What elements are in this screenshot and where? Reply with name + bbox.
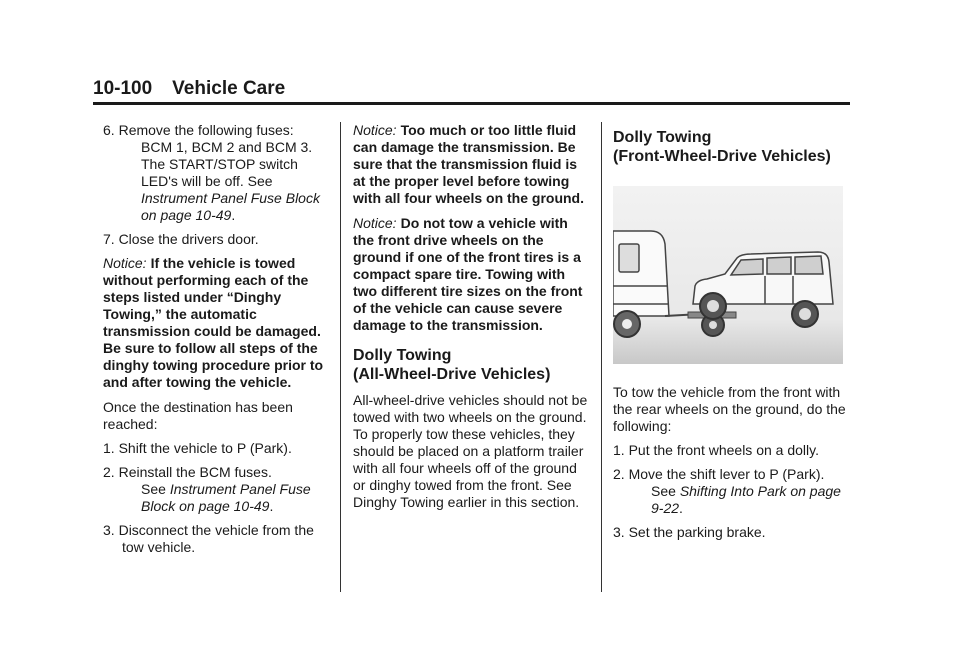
page-number: 10-100 <box>93 78 153 99</box>
page-header <box>93 78 850 100</box>
fwd-step-3: 3. Set the parking brake. <box>613 524 766 540</box>
notice-fluid: Notice: Too much or too little fluid can damage the transmission. Be sure that the transmission fluid is at the proper level before towing with all four wheels on the ground. <box>353 122 584 206</box>
fwd-step-1: 1. Put the front wheels on a dolly. <box>613 442 819 458</box>
motorhome <box>613 231 669 316</box>
column-1 <box>103 122 328 563</box>
fwd-step-2: 2. Move the shift lever to P (Park). See Shifting Into Park on page 9-22. <box>613 466 841 516</box>
step-6: 6. Remove the following fuses: BCM 1, BCM 2 and BCM 3. The START/STOP switch LED's will be off. See Instrument Panel Fuse Block on page 10-49. <box>103 122 328 224</box>
fuse-block-link-2[interactable]: Instrument Panel Fuse Block on page 10-49 <box>141 481 311 514</box>
step-7: 7. Close the drivers door. <box>103 231 259 247</box>
fuse-block-link[interactable]: Instrument Panel Fuse Block on page 10-49 <box>141 190 320 223</box>
notice-label: Notice: <box>103 255 147 271</box>
column-divider-1 <box>340 122 341 592</box>
header-rule <box>93 102 850 105</box>
fwd-intro: To tow the vehicle from the front with the rear wheels on the ground, do the following: <box>613 384 846 434</box>
notice-spare-tire: Notice: Do not tow a vehicle with the front drive wheels on the ground if one of the front tires is a compact spare tire. Towing with two different tire sizes on the front of the vehicle can cause severe damage to the transmission. <box>353 215 583 333</box>
awd-body: All-wheel-drive vehicles should not be towed with two wheels on the ground. To properly tow these vehicles, they should be placed on a platform trailer with all four wheels off of the ground or dinghy towed from the front. See Dinghy Towing earlier in this section. <box>353 392 588 510</box>
section-title: Vehicle Care <box>172 78 286 99</box>
shifting-into-park-link[interactable]: Shifting Into Park on page 9-22 <box>651 483 841 516</box>
notice-dinghy: Notice: If the vehicle is towed without performing each of the steps listed under “Dinghy Towing,” the automatic transmission could be damaged. Be sure to follow all steps of the dinghy towing procedure prior to and after towing the vehicle. <box>103 255 324 390</box>
column-divider-2 <box>601 122 602 592</box>
column-3 <box>613 128 848 548</box>
destination-paragraph: Once the destination has been reached: <box>103 399 293 432</box>
towing-illustration <box>613 186 843 364</box>
column-2 <box>353 122 590 518</box>
step-2: 2. Reinstall the BCM fuses. See Instrument Panel Fuse Block on page 10-49. <box>103 464 311 514</box>
heading-awd-dolly: Dolly Towing (All-Wheel-Drive Vehicles) <box>353 347 551 383</box>
step-6-detail: BCM 1, BCM 2 and BCM 3. The START/STOP switch LED's will be off. See Instrument Panel Fuse Block on page 10-49. <box>141 139 320 223</box>
step-1: 1. Shift the vehicle to P (Park). <box>103 440 292 456</box>
step-3: 3. Disconnect the vehicle from the tow vehicle. <box>103 522 314 555</box>
heading-fwd-dolly: Dolly Towing (Front-Wheel-Drive Vehicles) <box>613 129 831 165</box>
